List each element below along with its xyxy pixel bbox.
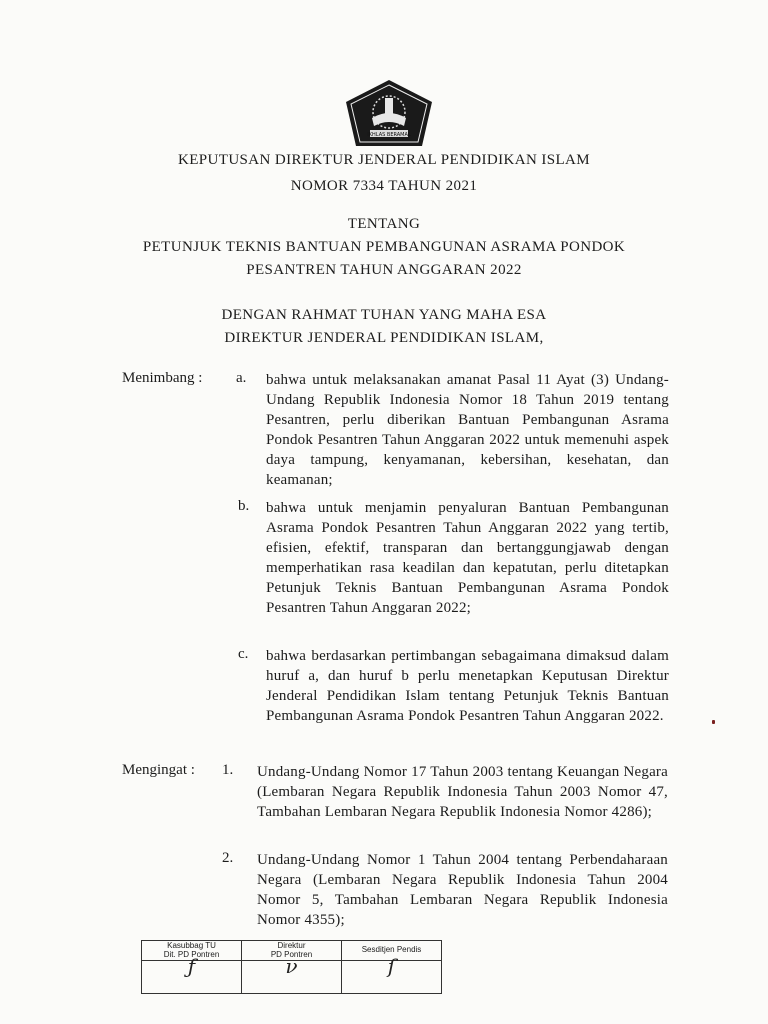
- grace-line-2: DIREKTUR JENDERAL PENDIDIKAN ISLAM,: [224, 330, 544, 346]
- decree-title: KEPUTUSAN DIREKTUR JENDERAL PENDIDIKAN ISLAM: [177, 152, 591, 168]
- subject-line-2: PESANTREN TAHUN ANGGARAN 2022: [246, 262, 522, 278]
- menimbang-item-c: bahwa berdasarkan pertimbangan sebagaimana dimaksud dalam huruf a, dan huruf b perlu menetapkan Keputusan Direktur Jenderal Pendidikan Islam tentang Petunjuk Teknis Bantuan Pembangunan Asrama Pondok Pesantren Tahun Anggaran 2022.: [266, 648, 669, 725]
- subject-line-1: PETUNJUK TEKNIS BANTUAN PEMBANGUNAN ASRAMA PONDOK: [142, 239, 626, 255]
- menimbang-item-b: bahwa untuk menjamin penyaluran Bantuan Pembangunan Asrama Pondok Pesantren Tahun Anggaran 2022 yang tertib, efisien, efektif, transparan dan bertanggungjawab dengan memperhatikan rasa keadilan dan kepatutan, perlu ditetapkan Petunjuk Teknis Bantuan Pembangunan Asrama Pondok Pesantren Tahun Anggaran 2022;: [266, 500, 669, 617]
- mengingat-mark-1: 1.: [222, 762, 234, 778]
- paraf-header-direktur: Direktur PD Pontren: [242, 941, 342, 961]
- decree-number: NOMOR 7334 TAHUN 2021: [290, 178, 478, 194]
- paraf-cell-direktur: [242, 954, 342, 994]
- menimbang-item-a: bahwa untuk melaksanakan amanat Pasal 11 Ayat (3) Undang-Undang Republik Indonesia Nomor 18 Tahun 2019 tentang Pesantren, perlu diberikan Bantuan Pembangunan Asrama Pondok Pesantren Tahun Anggaran 2022 untuk memenuhi aspek daya tampung, kenyamanan, kebersihan, kesehatan, dan keamanan;: [266, 372, 669, 489]
- paraf-mark-sesditjen: ſ: [387, 954, 396, 978]
- paraf-header-sesditjen: Sesditjen Pendis: [342, 941, 442, 961]
- paraf-cell-sesditjen: [342, 954, 442, 994]
- tentang-heading: TENTANG: [347, 216, 421, 232]
- mengingat-item-2: Undang-Undang Nomor 1 Tahun 2004 tentang Perbendaharaan Negara (Lembaran Negara Republik Indonesia Tahun 2004 Nomor 5, Tambahan Lembaran Negara Republik Indonesia Nomor 4355);: [257, 852, 668, 929]
- menimbang-label: Menimbang :: [122, 370, 203, 386]
- menimbang-mark-c: c.: [238, 646, 249, 662]
- paraf-mark-kasubbag: ƒ: [187, 954, 196, 978]
- mengingat-mark-2: 2.: [222, 850, 234, 866]
- grace-line-1: DENGAN RAHMAT TUHAN YANG MAHA ESA: [221, 307, 547, 323]
- paraf-cell-kasubbag: [142, 954, 242, 994]
- paraf-header-kasubbag: Kasubbag TU Dit. PD Pontren: [142, 941, 242, 961]
- paraf-mark-direktur: ν: [285, 954, 298, 978]
- mengingat-label: Mengingat :: [122, 762, 195, 778]
- menimbang-mark-b: b.: [238, 498, 250, 514]
- scan-speck: [712, 720, 715, 724]
- paraf-table: [141, 940, 442, 994]
- svg-text:IKHLAS BERAMAL: IKHLAS BERAMAL: [367, 132, 411, 138]
- mengingat-item-1: Undang-Undang Nomor 17 Tahun 2003 tentang Keuangan Negara (Lembaran Negara Republik Indonesia Tahun 2003 Nomor 47, Tambahan Lembaran Negara Republik Indonesia Nomor 4286);: [257, 764, 668, 821]
- menimbang-mark-a: a.: [236, 370, 247, 386]
- kementerian-agama-emblem-icon: [342, 78, 436, 148]
